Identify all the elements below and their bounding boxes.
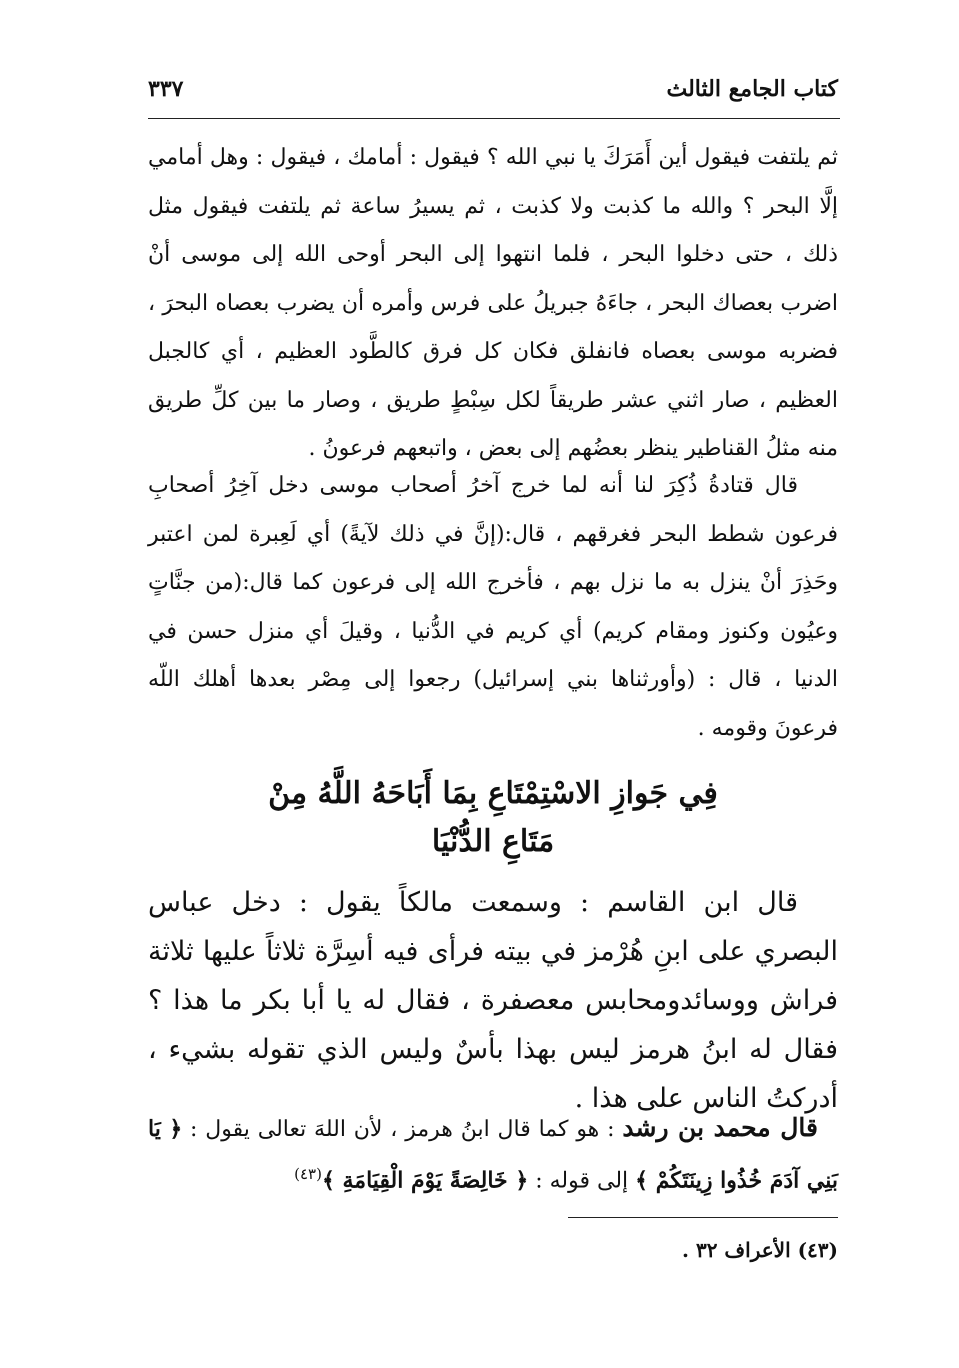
paragraph-4 — [148, 1105, 838, 1203]
paragraph-4-text-b: إلى قوله : — [528, 1168, 636, 1194]
running-header-title: كتاب الجامع الثالث — [666, 76, 838, 102]
footnote-divider — [568, 1217, 838, 1218]
paragraph-4-text-a: : هو كما قال ابنُ هرمز ، لأن اللهَ تعالى يقول : — [182, 1117, 623, 1142]
quran-quote-1: ﴿ يَا بَنِي آدَمَ خُذُوا زِينَتَكُمْ ﴾ — [148, 1116, 838, 1194]
section-heading-line-1: فِي جَوازِ الاسْتِمْتَاعِ بِمَا أَبَاحَهُ اللَّهُ مِنْ — [268, 776, 718, 811]
footnote: (٤٣) الأعراف ٣٢ . — [682, 1238, 838, 1262]
header-divider — [148, 118, 840, 119]
section-heading — [148, 770, 838, 866]
running-header — [148, 70, 838, 110]
footnote-reference[interactable]: (٤٣) — [294, 1165, 322, 1183]
paragraph-2: قال قتادةُ ذُكِرَ لنا أنه لما خرج آخرُ أصحاب موسى دخل آخِرُ أصحابِ فرعون شطط البحر فغرقهم ، قال:(إنَّ في ذلك لآيةً) أي لَعِبرة لمن اعتبر وحَذِرَ أنْ ينزل به ما نزل بهم ، فأخرج الله إلى فرعون كما قال:(من جنَّاتٍ وعيُون وكنوز ومقام كريم) أي كريم في الدُّنيا ، وقيلَ أي منزل حسن في الدنيا ، قال : (وأورثناها بني إسرائيل) رجعوا إلى مِصْر بعدها أهلك اللّه فرعونَ وقومه . — [148, 473, 838, 741]
page-number: ٣٣٧ — [148, 76, 184, 102]
section-heading-line-2: مَتَاعِ الدُّنْيَا — [431, 824, 555, 859]
speaker-name: قال محمد بن رشد — [622, 1113, 818, 1142]
paragraph-1: ثم يلتفت فيقول أين أَمَرَكَ يا نبي الله ؟ فيقول : أمامك ، فيقول : وهل أمامي إلَّا البحر ؟ والله ما كذبت ولا كذبت ، ثم يسيرُ ساعة ثم يلتفت فيقول مثل ذلك ، حتى دخلوا البحر ، فلما انتهوا إلى البحر أوحى الله إلى موسى أنْ اضرب بعصاك البحر ، جاءَهُ جبريلُ على فرس وأمره أن يضرب بعصاه البحرَ ، فضربه موسى بعصاه فانفلق فكان كل فرق كالطَّود العظيم ، أي كالجبل العظيم ، صار اثني عشر طريقاً لكل سِبْطٍ طريق ، وصار ما بين كلِّ طريق منه مثلُ القناطير ينظر بعضُهم إلى بعض ، واتبعهم فرعونُ . — [148, 145, 838, 461]
paragraph-3: قال ابن القاسم : وسمعت مالكاً يقول : دخل عباس البصري على ابنِ هُرْمز في بيته فرأى فيه أسِرَّة ثلاثاً عليها ثلاثة فراش ووسائدومحابس معصفرة ، فقال له يا أبا بكر ما هذا ؟ فقال له ابنُ هرمز ليس بهذا بأسٌ وليس الذي تقوله بشيء ، أدركتُ الناس على هذا . — [148, 887, 838, 1114]
quran-quote-2: ﴿ خَالِصَةً يَوْمَ الْقِيَامَةِ ﴾ — [321, 1167, 529, 1194]
